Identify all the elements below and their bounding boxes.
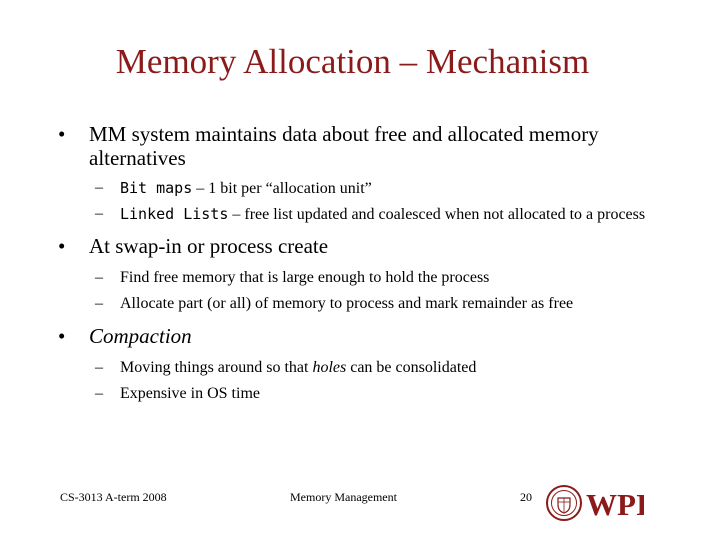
sub-find-free xyxy=(55,268,675,288)
term-linked-lists: Linked Lists xyxy=(120,205,229,223)
wpi-logo xyxy=(544,481,644,530)
sub-text: – free list updated and coalesced when not allocated to a process xyxy=(228,206,646,223)
sub-text: can be consolidated xyxy=(346,359,477,376)
sub-text: Find free memory that is large enough to hold the process xyxy=(120,269,490,286)
dash-glyph: – xyxy=(95,385,103,402)
slide-content xyxy=(55,122,675,404)
footer-page-number: 20 xyxy=(520,490,532,504)
footer-course: CS-3013 A-term 2008 xyxy=(60,490,167,504)
bullet-compaction xyxy=(55,324,675,348)
slide-title: Memory Allocation – Mechanism xyxy=(115,42,590,81)
bullet-mm-system xyxy=(55,122,675,170)
sub-linked-lists xyxy=(55,204,675,225)
bullet-glyph: • xyxy=(58,324,66,348)
dash-glyph: – xyxy=(95,205,103,222)
sub-text: Moving things around so that xyxy=(120,359,313,376)
sub-moving-things xyxy=(55,358,675,378)
sub-bit-maps xyxy=(55,178,675,199)
dash-glyph: – xyxy=(95,295,103,312)
term-holes: holes xyxy=(312,359,347,376)
bullet-glyph: • xyxy=(58,122,66,146)
sub-text: Expensive in OS time xyxy=(120,385,260,402)
wpi-logo-text: WPI xyxy=(586,487,644,522)
bullet-swap-in xyxy=(55,234,675,258)
bullet-text: At swap-in or process create xyxy=(89,234,329,258)
bullet-text: Compaction xyxy=(89,324,192,348)
bullet-text: MM system maintains data about free and allocated memory alternatives xyxy=(89,122,599,170)
sub-text: – 1 bit per “allocation unit” xyxy=(192,180,372,197)
wpi-seal-icon xyxy=(544,481,644,525)
term-bit-maps: Bit maps xyxy=(120,179,193,197)
sub-text: Allocate part (or all) of memory to process and mark remainder as free xyxy=(120,295,574,312)
sub-expensive xyxy=(55,384,675,404)
dash-glyph: – xyxy=(95,179,103,196)
footer-topic: Memory Management xyxy=(290,490,397,504)
dash-glyph: – xyxy=(95,359,103,376)
bullet-glyph: • xyxy=(58,234,66,258)
sub-allocate-part xyxy=(55,294,675,314)
dash-glyph: – xyxy=(95,269,103,286)
